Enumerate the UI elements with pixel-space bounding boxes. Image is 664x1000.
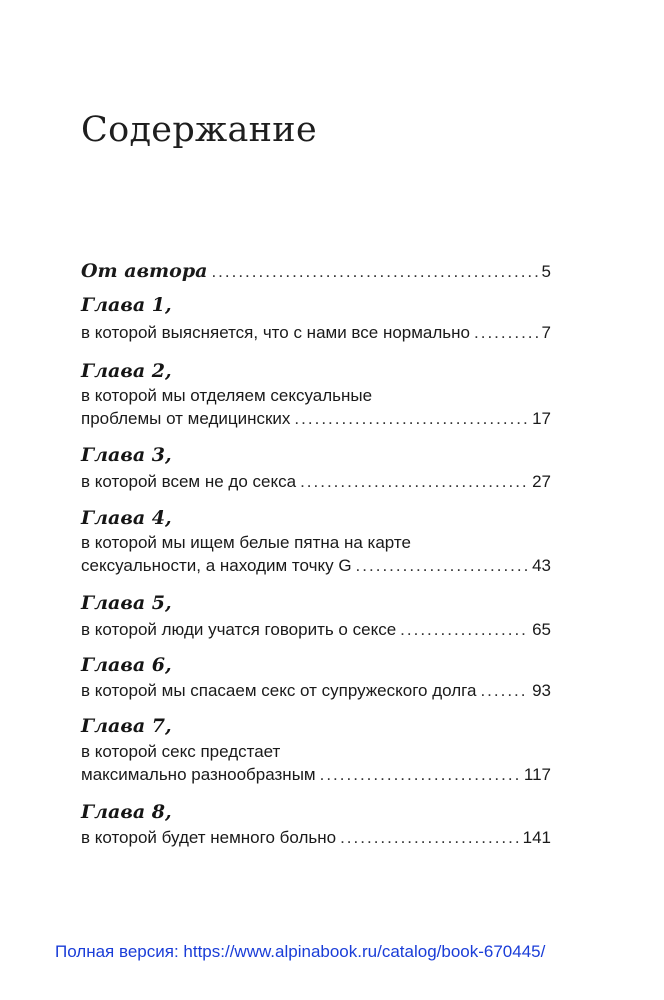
- page-number: 7: [541, 323, 551, 342]
- page-number: 5: [541, 262, 551, 281]
- toc-entry-chapter-1[interactable]: [81, 322, 551, 344]
- chapter-title: в которой выясняется, что с нами все нормально: [81, 323, 471, 342]
- page-number: 65: [532, 620, 551, 639]
- page-number: 141: [522, 828, 551, 847]
- leader-dots: [474, 322, 538, 344]
- leader-dots: [294, 408, 528, 430]
- chapter-heading: Глава 7,: [81, 715, 172, 737]
- toc-entry-chapter-7[interactable]: [81, 764, 551, 786]
- chapter-title: максимально разнообразным: [81, 765, 316, 784]
- page-number: 43: [532, 556, 551, 575]
- toc-entry-chapter-8[interactable]: [81, 827, 551, 849]
- chapter-heading: Глава 3,: [81, 444, 172, 466]
- toc-entry-chapter-5[interactable]: [81, 619, 551, 641]
- chapter-heading: Глава 6,: [81, 654, 172, 676]
- page-number: 117: [523, 765, 551, 784]
- author-entry-label: От автора: [81, 260, 208, 282]
- chapter-title-line: в которой мы отделяем сексуальные: [81, 386, 373, 405]
- toc-entry-chapter-2[interactable]: [81, 408, 551, 430]
- chapter-heading: Глава 5,: [81, 592, 172, 614]
- leader-dots: [300, 471, 528, 493]
- chapter-heading: Глава 8,: [81, 801, 172, 823]
- leader-dots: [211, 261, 537, 283]
- chapter-title: проблемы от медицинских: [81, 409, 291, 428]
- leader-dots: [340, 827, 519, 849]
- chapter-heading: Глава 2,: [81, 360, 172, 382]
- toc-entry-chapter-4[interactable]: [81, 555, 551, 577]
- chapter-heading: Глава 1,: [81, 294, 172, 316]
- chapter-title: в которой всем не до секса: [81, 472, 297, 491]
- chapter-title: в которой мы спасаем секс от супружеского долга: [81, 681, 477, 700]
- chapter-title-line: в которой мы ищем белые пятна на карте: [81, 533, 411, 552]
- page-number: 17: [532, 409, 551, 428]
- leader-dots: [400, 619, 528, 641]
- page-number: 27: [532, 472, 551, 491]
- page-number: 93: [532, 681, 551, 700]
- full-version-link[interactable]: Полная версия: https://www.alpinabook.ru/catalog/book-670445/: [55, 942, 546, 961]
- toc-entry-chapter-3[interactable]: [81, 471, 551, 493]
- chapter-title: в которой люди учатся говорить о сексе: [81, 620, 397, 639]
- chapter-title: в которой будет немного больно: [81, 828, 337, 847]
- chapter-title: сексуальности, а находим точку G: [81, 556, 352, 575]
- chapter-heading: Глава 4,: [81, 507, 172, 529]
- leader-dots: [356, 555, 529, 577]
- leader-dots: [480, 680, 528, 702]
- page-title: Содержание: [81, 110, 317, 150]
- toc-entry-chapter-6[interactable]: [81, 680, 551, 702]
- leader-dots: [320, 764, 520, 786]
- chapter-title-line: в которой секс предстает: [81, 742, 281, 761]
- toc-entry-author[interactable]: [81, 260, 551, 283]
